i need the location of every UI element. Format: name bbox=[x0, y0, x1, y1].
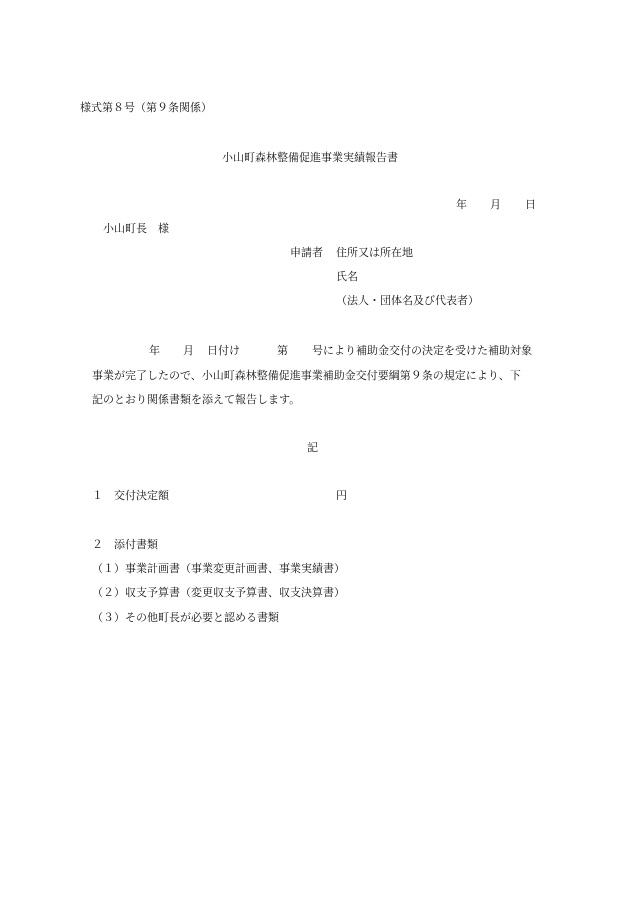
document-title: 小山町森林整備促進事業実績報告書 bbox=[222, 151, 398, 164]
date-year: 年 bbox=[456, 198, 467, 211]
body-line2: 事業が完了したので、小山町森林整備促進事業補助金交付要綱第９条の規定により、下 bbox=[92, 369, 521, 382]
applicant-label: 申請者 bbox=[290, 246, 323, 259]
ki-heading: 記 bbox=[307, 441, 318, 454]
body-line3: 記のとおり関係書類を添えて報告します。 bbox=[92, 393, 301, 406]
attachment-item: （１）事業計画書（事業変更計画書、事業実績書） bbox=[92, 562, 345, 575]
attachment-item: （３）その他町長が必要と認める書類 bbox=[92, 611, 279, 624]
date-month: 月 bbox=[490, 198, 501, 211]
date-day: 日 bbox=[525, 198, 536, 211]
body-number: 第 bbox=[277, 344, 288, 357]
item2-label: ２ 添付書類 bbox=[92, 538, 158, 551]
form-number: 様式第８号（第９条関係） bbox=[80, 101, 212, 114]
attachment-item: （２）収支予算書（変更収支予算書、収支決算書） bbox=[92, 586, 345, 599]
item1-label: １ 交付決定額 bbox=[92, 489, 169, 502]
item1-unit: 円 bbox=[336, 489, 347, 502]
body-month: 月 bbox=[183, 344, 194, 357]
applicant-note: （法人・団体名及び代表者） bbox=[336, 294, 479, 307]
body-line1-rest: 号により補助金交付の決定を受けた補助対象 bbox=[312, 344, 532, 357]
applicant-name-label: 氏名 bbox=[336, 270, 358, 283]
body-year: 年 bbox=[149, 344, 160, 357]
body-dated: 日付け bbox=[207, 344, 240, 357]
addressee: 小山町長 様 bbox=[103, 222, 169, 235]
applicant-address-label: 住所又は所在地 bbox=[336, 246, 413, 259]
